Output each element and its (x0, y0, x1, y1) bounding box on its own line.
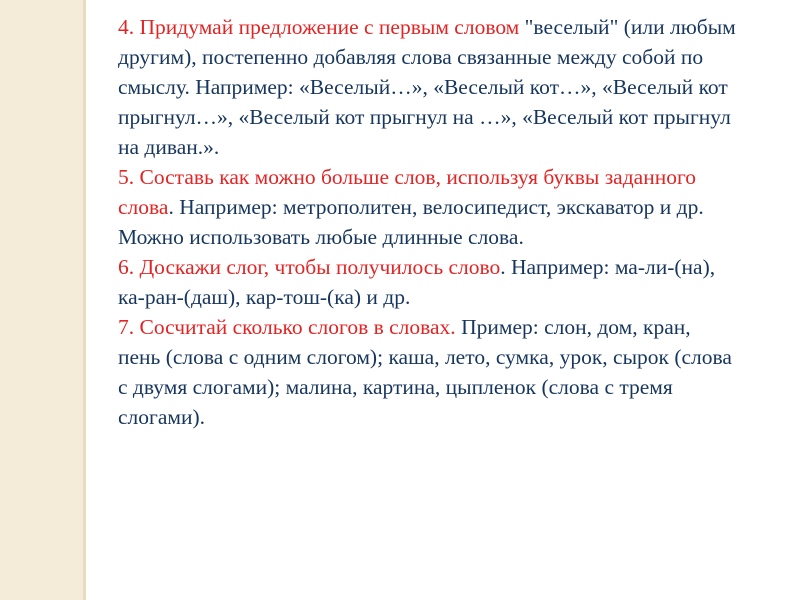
task-title-4: 4. Придумай предложение с первым словом (118, 15, 520, 39)
task-title-7: 7. Сосчитай сколько слогов в словах. (118, 315, 456, 339)
side-decoration-stripe (0, 0, 86, 600)
task-text-5: . Например: метрополитен, велосипедист, экскаватор и др. Можно использовать любые длинные слова. (118, 195, 704, 249)
task-text-6: . Например: ма-ли-(на), ка-ран-(даш), кар-тош-(ка) и др. (118, 255, 716, 309)
task-item-7 (118, 312, 738, 432)
task-item-6 (118, 252, 738, 312)
task-text-4: "веселый" (или любым другим), постепенно добавляя слова связанные между собой по смыслу. Например: «Веселый…», «Веселый кот…», «Веселый кот прыгнул…», «Веселый кот прыгнул на …», «Веселый кот прыгнул на диван.». (118, 15, 736, 159)
task-title-5: 5. Составь как можно больше слов, используя буквы заданного слова (118, 165, 697, 219)
task-item-4 (118, 12, 738, 162)
task-text-7: Пример: слон, дом, кран, пень (слова с одним слогом); каша, лето, сумка, урок, сырок (слова с двумя слогами); малина, картина, цыпленок (слова с тремя слогами). (118, 315, 732, 429)
task-title-6: 6. Доскажи слог, чтобы получилось слово (118, 255, 501, 279)
slide-text-body (118, 12, 738, 432)
task-item-5 (118, 162, 738, 252)
